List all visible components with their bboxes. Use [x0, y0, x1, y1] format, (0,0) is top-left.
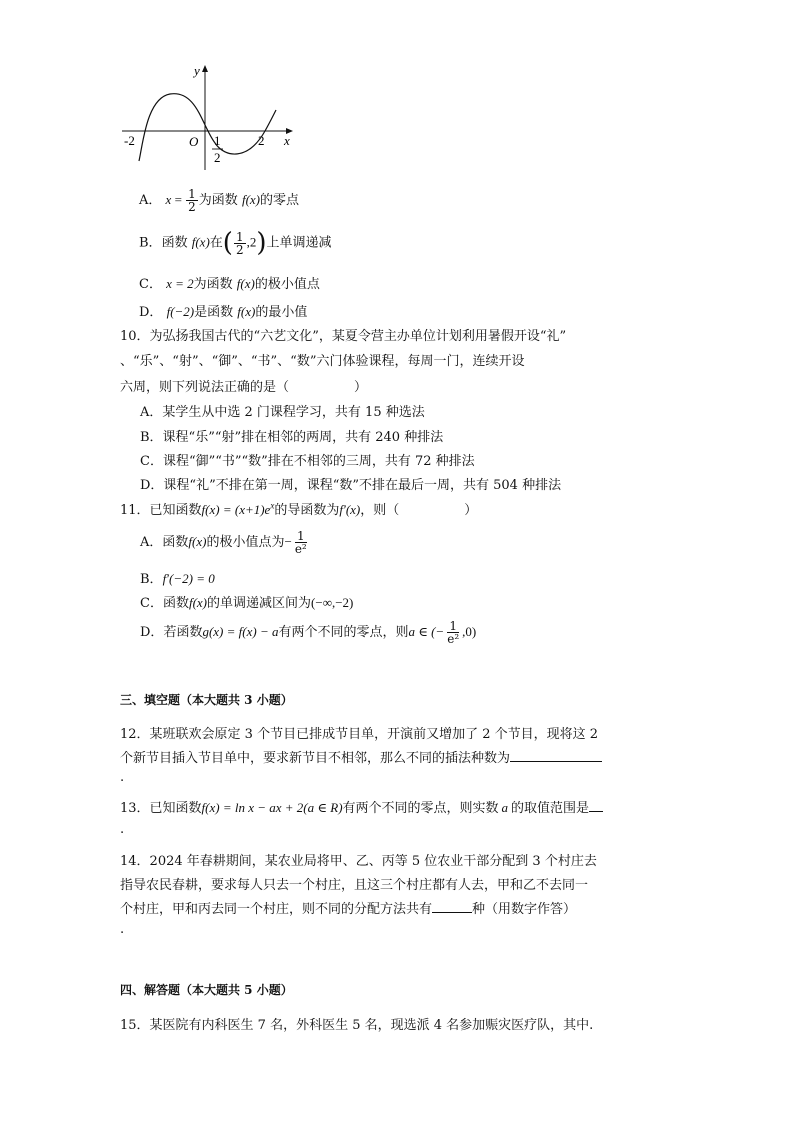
numerator: 1 [449, 619, 457, 633]
option-text: 为函数 [198, 193, 238, 208]
math-f: f [236, 276, 241, 291]
q10-option-d: D．课程“礼”不排在第一周，课程“数”不排在最后一周，共有 504 种排法 [140, 478, 562, 493]
q11-stem [120, 499, 477, 518]
denominator: e² [294, 542, 307, 556]
half-numerator: 1 [214, 133, 221, 148]
q10-option-c: C．课程“御”“书”“数”排在不相邻的三周，共有 72 种排法 [140, 454, 475, 469]
section-3-heading: 三、填空题（本大题共 3 小题） [120, 693, 293, 707]
math-func: f(x) [188, 534, 207, 549]
option-text: 的最小值 [255, 305, 308, 320]
math-arg: (x) [240, 276, 255, 291]
q14-text: 种（用数字作答） [472, 902, 577, 917]
function-curve [139, 94, 276, 161]
option-text: 为函数 [193, 277, 233, 292]
q12-line2 [120, 747, 602, 766]
denominator: 2 [188, 200, 196, 214]
function-graph [112, 58, 302, 178]
option-letter: A． [139, 193, 162, 208]
math-arg: (−2) [170, 304, 195, 319]
option-letter: D． [139, 305, 163, 320]
option-text: 函数 [162, 596, 189, 611]
math-expr: f′(−2) = 0 [162, 571, 215, 586]
option-letter: B． [140, 572, 163, 587]
right-paren-icon: ) [256, 228, 267, 258]
q10-option-a: A．某学生从中选 2 门课程学习，共有 15 种选法 [140, 405, 425, 420]
fraction-inv-e2 [293, 530, 309, 555]
q12-line1: 12．某班联欢会原定 3 个节目已排成节目单，开演前又增加了 2 个节目，现将这 2 [120, 727, 599, 742]
q9-option-c [139, 273, 320, 292]
origin-label: O [189, 134, 199, 149]
neg2-label: -2 [124, 133, 135, 148]
q11-option-d [140, 620, 476, 645]
math-expr: ,0) [462, 624, 477, 639]
option-text: 的极小值点 [254, 277, 320, 292]
q12-line3: . [120, 770, 125, 785]
option-text: 函数 [161, 235, 188, 251]
denominator: 2 [235, 242, 244, 257]
math-f: f [237, 304, 241, 319]
answer-blank[interactable] [589, 799, 603, 812]
stem-text: ，则（ ） [360, 503, 478, 518]
option-letter: C． [139, 277, 162, 292]
q10-stem-line3: 六周，则下列说法正确的是（ ） [120, 380, 368, 395]
math-tail: ,2 [246, 234, 257, 250]
math-f: f [241, 192, 246, 207]
option-text: 的单调递减区间为 [207, 596, 312, 611]
math-eq: = [171, 192, 186, 207]
q14-line2: 指导农民春耕，要求每人只去一个村庄，且这三个村庄都有人去，甲和乙不去同一 [120, 878, 589, 893]
math-x: x [165, 192, 172, 207]
q11-option-a [140, 530, 310, 555]
option-text: 上单调递减 [266, 235, 332, 251]
math-derivative: f′(x) [339, 502, 361, 517]
option-text: 有两个不同的零点，则 [278, 625, 409, 640]
q13-text: 13．已知函数 [120, 801, 202, 816]
q11-option-b [140, 568, 215, 587]
fraction-half [186, 188, 198, 213]
denominator: e² [447, 632, 460, 646]
option-letter: C． [140, 596, 163, 611]
q13-text: 有两个不同的零点，则实数 [342, 801, 499, 816]
option-text: 的零点 [260, 193, 300, 208]
math-exponent: x [270, 500, 275, 511]
math-expr: a ∈ (− [408, 624, 445, 639]
q10-option-b: B．课程“乐”“射”排在相邻的两周，共有 240 种排法 [140, 430, 444, 445]
two-label: 2 [258, 133, 265, 148]
q14-line1: 14．2024 年春耕期间，某农业局将甲、乙、丙等 5 位农业干部分配到 3 个村庄去 [120, 854, 597, 869]
q12-text: 个新节目插入节目单中，要求新节目不相邻，那么不同的插法种数为 [120, 751, 511, 766]
q13-line1 [120, 797, 603, 816]
option-text: 若函数 [163, 625, 203, 640]
y-axis-label: y [194, 63, 200, 78]
answer-blank[interactable] [510, 749, 602, 762]
fraction-inv-e2 [445, 620, 461, 645]
q9-option-d [139, 301, 307, 320]
math-func: f(x) [188, 595, 208, 610]
q14-text: 个村庄，甲和丙去同一个村庄，则不同的分配方法共有 [120, 902, 433, 917]
fraction-half [234, 231, 246, 256]
q10-stem-line1: 10．为弘扬我国古代的“六艺文化”，某夏令营主办单位计划利用暑假开设“礼” [120, 329, 567, 344]
q11-option-c [140, 592, 353, 611]
math-arg: (x) [245, 192, 261, 207]
q14-line4: . [120, 922, 125, 937]
option-text: 是函数 [194, 305, 234, 320]
math-func: f(x) = ln x − ax + 2(a ∈ R) [201, 800, 343, 815]
math-arg: (x) [195, 234, 210, 250]
math-var: a [501, 800, 509, 815]
math-f: f [166, 304, 171, 319]
math-expr: x = 2 [166, 276, 194, 291]
stem-text: 11．已知函数 [120, 503, 202, 518]
left-paren-icon: ( [222, 228, 233, 258]
numerator: 1 [188, 187, 196, 201]
section-4-heading: 四、解答题（本大题共 5 小题） [120, 983, 293, 997]
q10-stem-line2: 、“乐”、“射”、“御”、“书”、“数”六门体验课程，每周一门，连续开设 [120, 354, 525, 369]
answer-blank[interactable] [432, 900, 472, 913]
half-denominator: 2 [214, 150, 221, 165]
numerator: 1 [296, 529, 305, 543]
q14-line3 [120, 898, 576, 917]
option-text: 的极小值点为 [206, 535, 285, 550]
x-axis-label: x [284, 133, 290, 148]
numerator: 1 [235, 229, 244, 244]
stem-text: 的导函数为 [274, 503, 340, 518]
math-interval: (−∞,−2) [311, 595, 354, 610]
math-f: f [191, 234, 196, 250]
math-arg: (x) [240, 304, 256, 319]
math-func: g(x) = f(x) − a [202, 624, 279, 639]
q13-line2: . [120, 822, 125, 837]
math-func: f(x) = (x+1)e [201, 502, 271, 517]
option-letter: D． [140, 625, 164, 640]
q9-option-a [139, 188, 299, 213]
q13-text: 的取值范围是 [511, 801, 590, 816]
option-text: 函数 [162, 535, 189, 550]
math-minus: − [284, 534, 292, 549]
q9-option-b [139, 230, 332, 256]
option-text: 在 [209, 235, 223, 251]
q15-line1: 15．某医院有内科医生 7 名，外科医生 5 名，现选派 4 名参加赈灾医疗队，其中. [120, 1018, 594, 1033]
option-letter: B． [139, 235, 162, 251]
option-letter: A． [140, 535, 163, 550]
